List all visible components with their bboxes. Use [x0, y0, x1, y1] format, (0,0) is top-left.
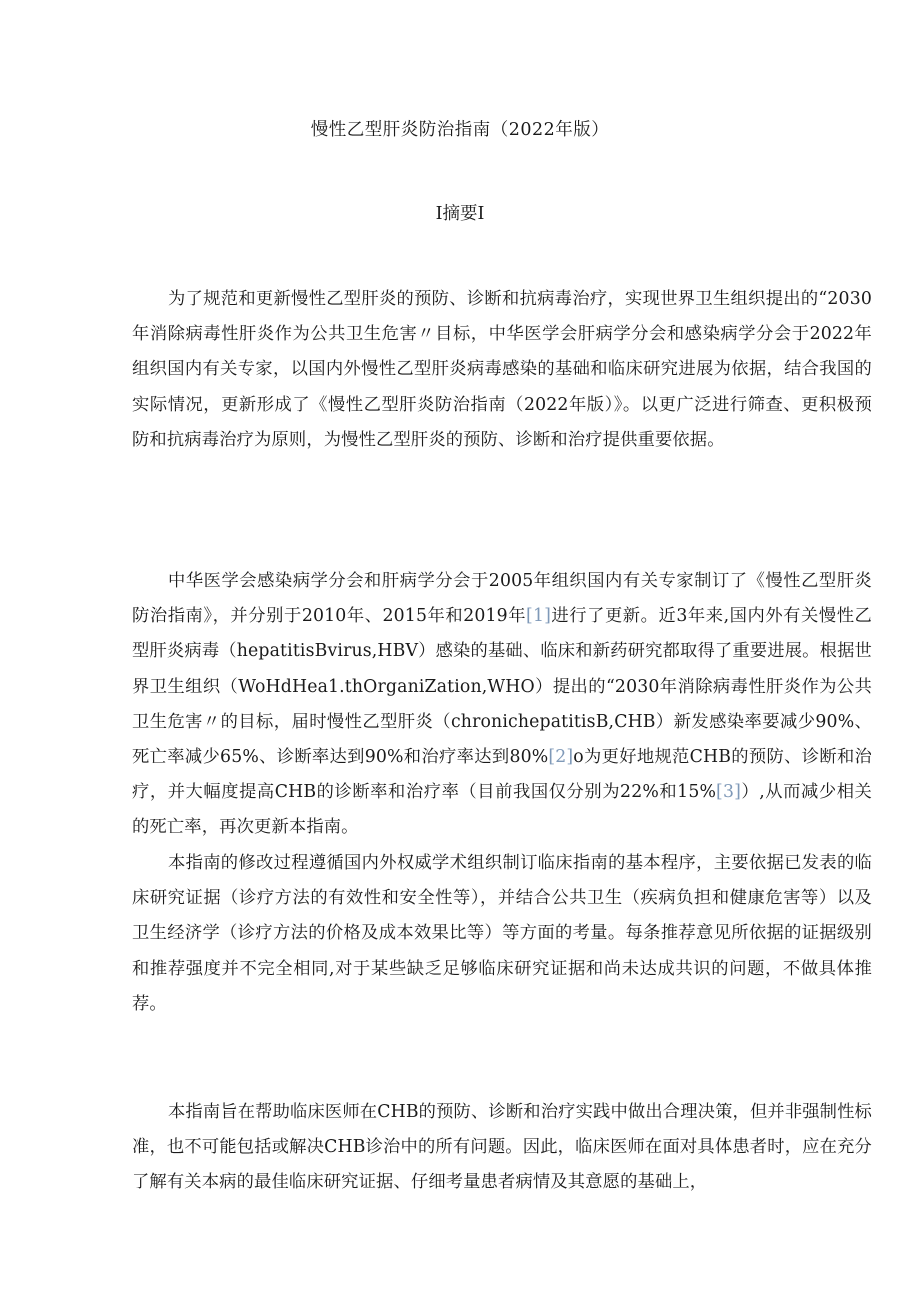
document-title: 慢性乙型肝炎防治指南（2022年版）	[310, 120, 610, 140]
reference-link-1[interactable]: [1]	[526, 606, 551, 627]
reference-link-3[interactable]: [3]	[716, 782, 741, 803]
paragraph-intro	[132, 282, 872, 458]
abstract-heading: I摘要I	[435, 204, 485, 224]
paragraph-text: 本指南的修改过程遵循国内外权威学术组织制订临床指南的基本程序，主要依据已发表的临床研究证据（诊疗方法的有效性和安全性等），并结合公共卫生（疾病负担和健康危害等）以及卫生经济学（诊疗方法的价格及成本效果比等）等方面的考量。每条推荐意见所依据的证据级别和推荐强度并不完全相同,对于某些缺乏足够临床研究证据和尚未达成共识的问题，不做具体推荐。	[132, 853, 872, 1014]
paragraph-text: 本指南旨在帮助临床医师在CHB的预防、诊断和治疗实践中做出合理决策，但并非强制性标准，也不可能包括或解决CHB诊治中的所有问题。因此，临床医师在面对具体患者时，应在充分了解有关本病的最佳临床研究证据、仔细考量患者病情及其意愿的基础上，	[132, 1102, 872, 1193]
paragraph-methodology	[132, 846, 872, 1022]
reference-link-2[interactable]: [2]	[548, 747, 574, 768]
paragraph-purpose	[132, 1095, 872, 1201]
paragraph-text: ）,从而减少相关的死亡率，再次更新本指南。	[132, 782, 872, 838]
paragraph-text: 中华医学会感染病学分会和肝病学分会于2005年组织国内有关专家制订了《慢性乙型肝炎防治指南》，并分别于2010年、2015年和2019年	[132, 571, 872, 627]
paragraph-text: 进行了更新。近3年来,国内外有关慢性乙型肝炎病毒（hepatitisBvirus,HBV）感染的基础、临床和新药研究都取得了重要进展。根据世界卫生组织（WoHdHea1.thOrganiZation,WHO）提出的“2030年消除病毒性肝炎作为公共卫生危害〃的目标，届时慢性乙型肝炎（chronichepatitisB,CHB）新发感染率要减少90%、死亡率减少65%、诊断率达到90%和治疗率达到80%	[132, 606, 872, 768]
paragraph-text: 为了规范和更新慢性乙型肝炎的预防、诊断和抗病毒治疗，实现世界卫生组织提出的“2030年消除病毒性肝炎作为公共卫生危害〃目标，中华医学会肝病学分会和感染病学分会于2022年组织国内有关专家，以国内外慢性乙型肝炎病毒感染的基础和临床研究进展为依据，结合我国的实际情况，更新形成了《慢性乙型肝炎防治指南（2022年版）》。以更广泛进行筛查、更积极预防和抗病毒治疗为原则，为慢性乙型肝炎的预防、诊断和治疗提供重要依据。	[132, 289, 872, 450]
paragraph-history	[132, 564, 872, 846]
paragraph-text: o为更好地规范CHB的预防、诊断和治疗，并大幅度提高CHB的诊断率和治疗率（目前我国仅分别为22%和15%	[132, 747, 872, 803]
